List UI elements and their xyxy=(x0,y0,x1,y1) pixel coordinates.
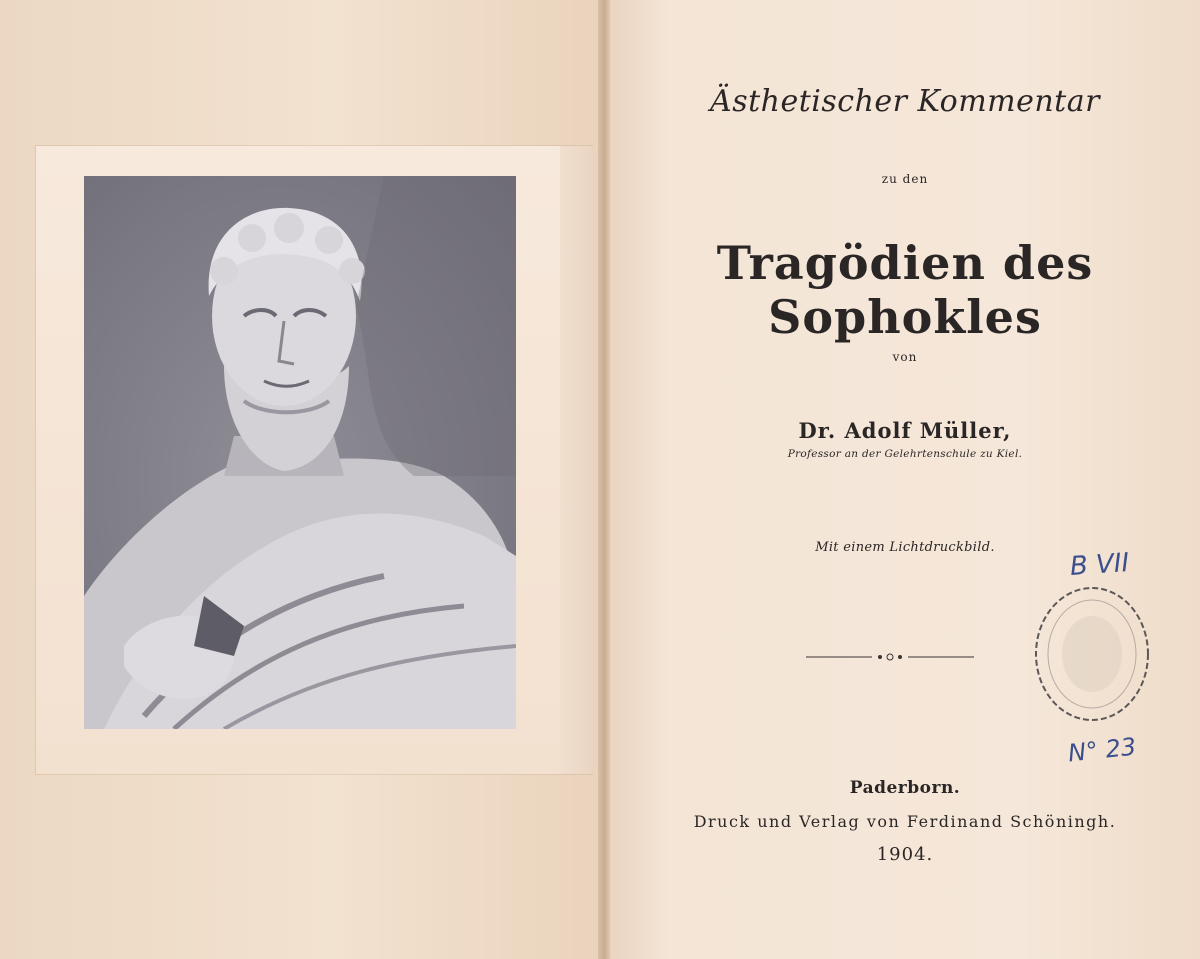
library-stamp xyxy=(1034,584,1150,724)
illustration-note: Mit einem Lichtdruckbild. xyxy=(815,540,995,555)
main-title: Tragödien des Sophokles xyxy=(716,236,1094,344)
author-position: Professor an der Gelehrtenschule zu Kiel. xyxy=(787,448,1023,460)
publisher-line: Druck und Verlag von Ferdinand Schöningh. xyxy=(693,812,1117,831)
plate-fold xyxy=(560,146,600,774)
title-page xyxy=(610,0,1200,959)
author-name: Dr. Adolf Müller, xyxy=(798,418,1012,443)
title-heading: Ästhetischer Kommentar xyxy=(710,84,1100,119)
publication-place: Paderborn. xyxy=(849,778,961,798)
shelf-mark-annotation: B VII xyxy=(1069,547,1131,583)
by-word: von xyxy=(892,350,918,364)
title-connector: zu den xyxy=(881,172,929,186)
divider-ornament xyxy=(806,650,974,664)
frontispiece-portrait xyxy=(84,176,516,729)
accession-number-annotation: N° 23 xyxy=(1066,732,1138,768)
publication-year: 1904. xyxy=(876,844,934,865)
